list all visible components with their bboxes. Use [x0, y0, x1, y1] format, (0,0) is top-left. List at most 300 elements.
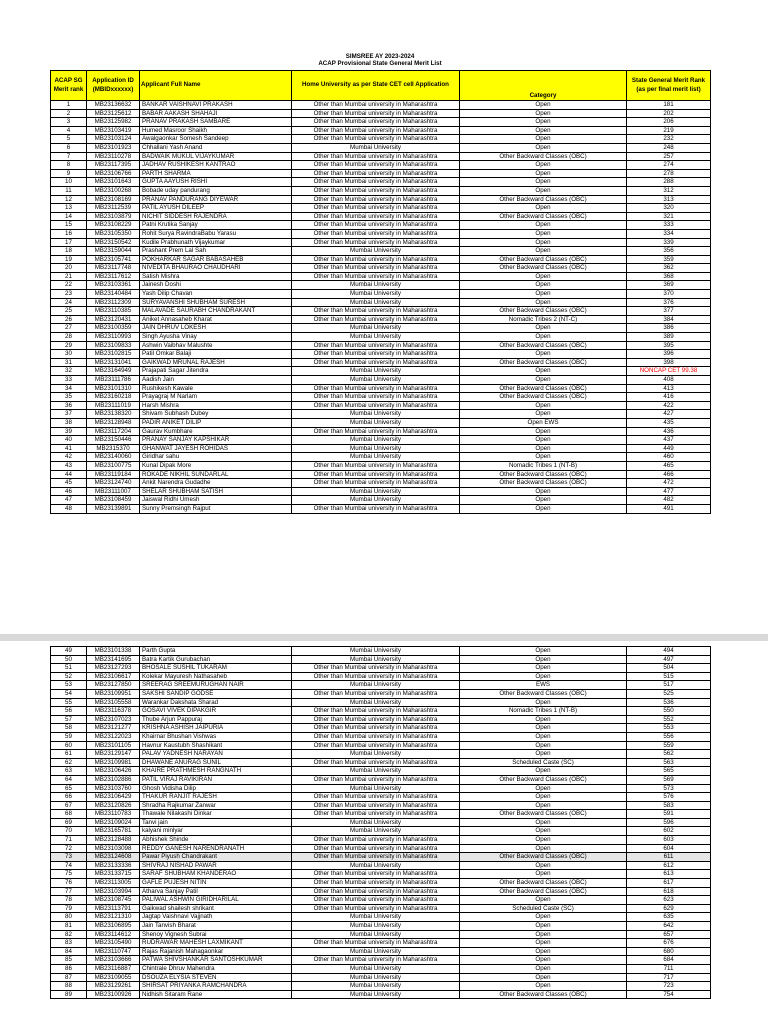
cell-applicant-name: Patil Omkar Balaji — [140, 350, 292, 359]
cell-category: Open — [460, 178, 627, 187]
cell-applicant-name: Shradha Rajkumar Zanwar — [140, 801, 292, 810]
cell-applicant-name: PRANAY SANJAY KAPSHIKAR — [140, 436, 292, 445]
cell-merit-rank: 83 — [51, 939, 87, 948]
cell-application-id: MB23109981 — [87, 758, 140, 767]
cell-home-university: Other than Mumbai university in Maharashtra — [292, 887, 460, 896]
cell-merit-rank: 79 — [51, 904, 87, 913]
cell-applicant-name: Yash Dilip Chavan — [140, 290, 292, 299]
cell-category: Open — [460, 427, 627, 436]
cell-application-id: MB23133715 — [87, 870, 140, 879]
cell-merit-rank: 76 — [51, 879, 87, 888]
cell-applicant-name: Prayagraj M Narlam — [140, 393, 292, 402]
table-row — [51, 655, 711, 664]
cell-application-id: MB23124608 — [87, 853, 140, 862]
cell-category: EWS — [460, 681, 627, 690]
cell-application-id: MB23105490 — [87, 939, 140, 948]
cell-category: Open — [460, 410, 627, 419]
cell-merit-rank: 24 — [51, 298, 87, 307]
cell-applicant-name: Ashwin Vaibhav Malushte — [140, 341, 292, 350]
cell-home-university: Other than Mumbai university in Maharashtra — [292, 393, 460, 402]
cell-state-merit-rank: 550 — [627, 707, 711, 716]
cell-state-merit-rank: 517 — [627, 681, 711, 690]
table-row — [51, 487, 711, 496]
cell-merit-rank: 61 — [51, 750, 87, 759]
cell-merit-rank: 20 — [51, 264, 87, 273]
cell-merit-rank: 9 — [51, 169, 87, 178]
cell-category: Open — [460, 376, 627, 385]
cell-merit-rank: 40 — [51, 436, 87, 445]
cell-application-id: MB23103994 — [87, 887, 140, 896]
cell-application-id: MB23105350 — [87, 229, 140, 238]
cell-home-university: Other than Mumbai university in Maharashtra — [292, 715, 460, 724]
document-page-2 — [0, 641, 768, 1024]
cell-category: Open — [460, 444, 627, 453]
table-row — [51, 870, 711, 879]
cell-merit-rank: 51 — [51, 664, 87, 673]
cell-state-merit-rank: 376 — [627, 298, 711, 307]
cell-application-id: MB23117748 — [87, 264, 140, 273]
table-row — [51, 315, 711, 324]
cell-category: Other Backward Classes (OBC) — [460, 990, 627, 999]
cell-category: Scheduled Caste (SC) — [460, 904, 627, 913]
cell-category: Open — [460, 135, 627, 144]
cell-state-merit-rank: 525 — [627, 689, 711, 698]
cell-merit-rank: 41 — [51, 444, 87, 453]
cell-merit-rank: 18 — [51, 247, 87, 256]
cell-application-id: MB23106426 — [87, 767, 140, 776]
table-row — [51, 376, 711, 385]
cell-state-merit-rank: 604 — [627, 844, 711, 853]
cell-application-id: MB23112309 — [87, 298, 140, 307]
cell-category: Open — [460, 732, 627, 741]
table-row — [51, 427, 711, 436]
cell-home-university: Other than Mumbai university in Maharashtra — [292, 341, 460, 350]
cell-merit-rank: 86 — [51, 964, 87, 973]
cell-home-university: Other than Mumbai university in Maharashtra — [292, 101, 460, 110]
cell-category: Open — [460, 238, 627, 247]
cell-home-university: Mumbai University — [292, 410, 460, 419]
cell-category: Open — [460, 672, 627, 681]
cell-category: Open — [460, 801, 627, 810]
cell-applicant-name: MALAVADE SAURABH CHANDRAKANT — [140, 307, 292, 316]
table-row — [51, 161, 711, 170]
table-row — [51, 913, 711, 922]
cell-merit-rank: 36 — [51, 401, 87, 410]
cell-application-id: MB23107023 — [87, 715, 140, 724]
cell-category: Nomadic Tribes 1 (NT-B) — [460, 707, 627, 716]
cell-applicant-name: PRANAV PRAKASH SAMBARE — [140, 118, 292, 127]
cell-category: Open — [460, 947, 627, 956]
cell-application-id: MB23116887 — [87, 964, 140, 973]
cell-state-merit-rank: 460 — [627, 453, 711, 462]
cell-category: Open — [460, 767, 627, 776]
cell-merit-rank: 39 — [51, 427, 87, 436]
cell-merit-rank: 4 — [51, 126, 87, 135]
cell-applicant-name: Warankar Dakshata Sharad — [140, 698, 292, 707]
cell-applicant-name: Thawale Nilakashi Dinkar — [140, 810, 292, 819]
cell-merit-rank: 87 — [51, 973, 87, 982]
cell-category: Open — [460, 698, 627, 707]
cell-state-merit-rank: 398 — [627, 358, 711, 367]
cell-applicant-name: Jagtap Vaishnavi Vajjnath — [140, 913, 292, 922]
cell-state-merit-rank: 472 — [627, 479, 711, 488]
cell-application-id: MB23103419 — [87, 126, 140, 135]
cell-applicant-name: Kudile Prabhunath Vijaykumar — [140, 238, 292, 247]
cell-home-university: Mumbai University — [292, 444, 460, 453]
cell-home-university: Mumbai University — [292, 990, 460, 999]
cell-state-merit-rank: 491 — [627, 504, 711, 513]
cell-state-merit-rank: 320 — [627, 204, 711, 213]
cell-state-merit-rank: 422 — [627, 401, 711, 410]
table-row — [51, 887, 711, 896]
cell-application-id: MB23108459 — [87, 496, 140, 505]
cell-category: Other Backward Classes (OBC) — [460, 775, 627, 784]
table-row — [51, 367, 711, 376]
cell-application-id: MB23120826 — [87, 801, 140, 810]
cell-applicant-name: PATWA SHIVSHANKAR SANTOSHKUMAR — [140, 956, 292, 965]
cell-category: Other Backward Classes (OBC) — [460, 689, 627, 698]
cell-application-id: MB23103879 — [87, 212, 140, 221]
cell-applicant-name: GUPTA AAYUSH RISHI — [140, 178, 292, 187]
merit-list-body-2 — [51, 647, 711, 999]
cell-merit-rank: 58 — [51, 724, 87, 733]
cell-state-merit-rank: 552 — [627, 715, 711, 724]
cell-home-university: Other than Mumbai university in Maharashtra — [292, 844, 460, 853]
table-row — [51, 444, 711, 453]
cell-home-university: Other than Mumbai university in Maharashtra — [292, 741, 460, 750]
cell-state-merit-rank: 370 — [627, 290, 711, 299]
cell-applicant-name: Pawar Piyush Chandrakant — [140, 853, 292, 862]
cell-state-merit-rank: 711 — [627, 964, 711, 973]
cell-category: Other Backward Classes (OBC) — [460, 358, 627, 367]
table-row — [51, 664, 711, 673]
cell-application-id: MB23103666 — [87, 956, 140, 965]
cell-home-university: Mumbai University — [292, 453, 460, 462]
cell-home-university: Other than Mumbai university in Maharashtra — [292, 793, 460, 802]
cell-applicant-name: BABAR AAKASH SHAHAJI — [140, 109, 292, 118]
cell-home-university: Other than Mumbai university in Maharashtra — [292, 221, 460, 230]
cell-state-merit-rank: 629 — [627, 904, 711, 913]
table-row — [51, 461, 711, 470]
header-state-merit-rank: State General Merit Rank (as per final merit list) — [627, 71, 711, 101]
cell-state-merit-rank: 395 — [627, 341, 711, 350]
cell-application-id: MB23103760 — [87, 784, 140, 793]
cell-category: Open — [460, 204, 627, 213]
cell-applicant-name: Jainesh Doshi — [140, 281, 292, 290]
cell-state-merit-rank: 339 — [627, 238, 711, 247]
cell-application-id: MB23106895 — [87, 922, 140, 931]
cell-applicant-name: Tanvi jain — [140, 818, 292, 827]
cell-category: Other Backward Classes (OBC) — [460, 152, 627, 161]
cell-home-university: Other than Mumbai university in Maharashtra — [292, 724, 460, 733]
cell-state-merit-rank: 553 — [627, 724, 711, 733]
table-row — [51, 436, 711, 445]
table-row — [51, 109, 711, 118]
cell-application-id: MB23109951 — [87, 689, 140, 698]
cell-merit-rank: 46 — [51, 487, 87, 496]
header-application-id: Application ID (MBIDxxxxxx) — [87, 71, 140, 101]
cell-application-id: MB23110278 — [87, 152, 140, 161]
cell-category: Other Backward Classes (OBC) — [460, 384, 627, 393]
header-applicant-name: Applicant Full Name — [140, 71, 292, 101]
cell-applicant-name: Harsh Mishra — [140, 401, 292, 410]
cell-home-university: Other than Mumbai university in Maharashtra — [292, 264, 460, 273]
cell-applicant-name: Rohit Surya RavindraBabu Yarasu — [140, 229, 292, 238]
cell-applicant-name: KRISHNA ASHISH JAIPURIA — [140, 724, 292, 733]
cell-state-merit-rank: 408 — [627, 376, 711, 385]
table-row — [51, 732, 711, 741]
cell-merit-rank: 5 — [51, 135, 87, 144]
table-row — [51, 724, 711, 733]
cell-category: Open — [460, 161, 627, 170]
cell-applicant-name: Gaikwad shailesh shrikant — [140, 904, 292, 913]
cell-category: Open — [460, 436, 627, 445]
cell-category: Open — [460, 504, 627, 513]
table-row — [51, 853, 711, 862]
cell-home-university: Mumbai University — [292, 982, 460, 991]
cell-application-id: MB23165781 — [87, 827, 140, 836]
table-row — [51, 307, 711, 316]
cell-merit-rank: 29 — [51, 341, 87, 350]
cell-state-merit-rank: 536 — [627, 698, 711, 707]
cell-merit-rank: 10 — [51, 178, 87, 187]
cell-merit-rank: 23 — [51, 290, 87, 299]
cell-category: Open — [460, 333, 627, 342]
cell-application-id: MB23101923 — [87, 143, 140, 152]
cell-application-id: MB23159044 — [87, 247, 140, 256]
cell-merit-rank: 3 — [51, 118, 87, 127]
table-row — [51, 896, 711, 905]
cell-applicant-name: DSOUZA ELYSIA STEVEN — [140, 973, 292, 982]
table-row — [51, 990, 711, 999]
cell-applicant-name: Atharva Sanjay Patil — [140, 887, 292, 896]
cell-home-university: Other than Mumbai university in Maharashtra — [292, 118, 460, 127]
table-row — [51, 956, 711, 965]
cell-application-id: MB23164949 — [87, 367, 140, 376]
cell-application-id: MB23109055 — [87, 973, 140, 982]
cell-state-merit-rank: 386 — [627, 324, 711, 333]
table-row — [51, 204, 711, 213]
cell-home-university: Other than Mumbai university in Maharashtra — [292, 350, 460, 359]
cell-merit-rank: 32 — [51, 367, 87, 376]
cell-home-university: Other than Mumbai university in Maharashtra — [292, 879, 460, 888]
cell-merit-rank: 78 — [51, 896, 87, 905]
cell-application-id: MB23100926 — [87, 990, 140, 999]
cell-application-id: MB23121277 — [87, 724, 140, 733]
cell-application-id: MB23102815 — [87, 350, 140, 359]
cell-applicant-name: RUDRAWAR MAHESH LAXMIKANT — [140, 939, 292, 948]
cell-applicant-name: SHIRSAT PRIYANKA RAMCHANDRA — [140, 982, 292, 991]
cell-home-university: Other than Mumbai university in Maharashtra — [292, 504, 460, 513]
cell-application-id: MB23108169 — [87, 195, 140, 204]
cell-home-university: Other than Mumbai university in Maharashtra — [292, 707, 460, 716]
cell-home-university: Mumbai University — [292, 298, 460, 307]
cell-state-merit-rank: 312 — [627, 186, 711, 195]
cell-merit-rank: 49 — [51, 647, 87, 656]
cell-home-university: Mumbai University — [292, 436, 460, 445]
cell-state-merit-rank: 602 — [627, 827, 711, 836]
cell-applicant-name: Thube Arjun Pappuraj — [140, 715, 292, 724]
cell-applicant-name: BHOSALE SUSHIL TUKARAM — [140, 664, 292, 673]
cell-category: Open — [460, 487, 627, 496]
cell-state-merit-rank: 576 — [627, 793, 711, 802]
cell-category: Other Backward Classes (OBC) — [460, 479, 627, 488]
cell-merit-rank: 33 — [51, 376, 87, 385]
table-row — [51, 801, 711, 810]
cell-state-merit-rank: 465 — [627, 461, 711, 470]
cell-application-id: MB23129147 — [87, 750, 140, 759]
table-row — [51, 707, 711, 716]
cell-home-university: Other than Mumbai university in Maharashtra — [292, 732, 460, 741]
cell-applicant-name: Gaurav Kumbhare — [140, 427, 292, 436]
cell-home-university: Other than Mumbai university in Maharashtra — [292, 169, 460, 178]
cell-state-merit-rank: 612 — [627, 861, 711, 870]
cell-home-university: Other than Mumbai university in Maharashtra — [292, 384, 460, 393]
cell-home-university: Mumbai University — [292, 496, 460, 505]
cell-home-university: Other than Mumbai university in Maharashtra — [292, 135, 460, 144]
cell-category: Open — [460, 143, 627, 152]
cell-home-university: Other than Mumbai university in Maharashtra — [292, 939, 460, 948]
table-row — [51, 715, 711, 724]
table-row — [51, 698, 711, 707]
cell-application-id: MB23121310 — [87, 913, 140, 922]
cell-applicant-name: Jaiswal Ridhi Umesh — [140, 496, 292, 505]
cell-home-university: Mumbai University — [292, 681, 460, 690]
cell-application-id: MB23105741 — [87, 255, 140, 264]
cell-application-id: MB23114612 — [87, 930, 140, 939]
table-row — [51, 221, 711, 230]
cell-merit-rank: 48 — [51, 504, 87, 513]
cell-home-university: Other than Mumbai university in Maharashtra — [292, 461, 460, 470]
cell-home-university: Other than Mumbai university in Maharashtra — [292, 195, 460, 204]
cell-category: Open — [460, 281, 627, 290]
cell-merit-rank: 55 — [51, 698, 87, 707]
cell-home-university: Other than Mumbai university in Maharashtra — [292, 672, 460, 681]
table-row — [51, 186, 711, 195]
cell-merit-rank: 71 — [51, 836, 87, 845]
cell-merit-rank: 1 — [51, 101, 87, 110]
cell-application-id: MB23108745 — [87, 896, 140, 905]
table-row — [51, 255, 711, 264]
cell-state-merit-rank: 676 — [627, 939, 711, 948]
cell-applicant-name: PARTH SHARMA — [140, 169, 292, 178]
table-row — [51, 118, 711, 127]
merit-list-table-1 — [50, 70, 711, 514]
cell-home-university: Mumbai University — [292, 324, 460, 333]
cell-application-id: MB23110385 — [87, 307, 140, 316]
cell-applicant-name: PRANAV PANDURANG DIYEWAR — [140, 195, 292, 204]
cell-merit-rank: 44 — [51, 470, 87, 479]
cell-application-id: MB23103361 — [87, 281, 140, 290]
cell-application-id: MB23101310 — [87, 384, 140, 393]
cell-home-university: Mumbai University — [292, 376, 460, 385]
table-row — [51, 922, 711, 931]
cell-category: Open — [460, 655, 627, 664]
cell-category: Open — [460, 896, 627, 905]
cell-state-merit-rank: 723 — [627, 982, 711, 991]
cell-home-university: Other than Mumbai university in Maharashtra — [292, 810, 460, 819]
cell-home-university: Mumbai University — [292, 913, 460, 922]
cell-category: Other Backward Classes (OBC) — [460, 810, 627, 819]
cell-merit-rank: 66 — [51, 793, 87, 802]
cell-merit-rank: 43 — [51, 461, 87, 470]
cell-application-id: MB23122023 — [87, 732, 140, 741]
cell-merit-rank: 25 — [51, 307, 87, 316]
cell-merit-rank: 2 — [51, 109, 87, 118]
cell-applicant-name: Kunal Dipak More — [140, 461, 292, 470]
cell-application-id: MB23111786 — [87, 376, 140, 385]
merit-list-table-2 — [50, 646, 711, 999]
cell-home-university: Mumbai University — [292, 930, 460, 939]
table-row — [51, 836, 711, 845]
cell-state-merit-rank: 413 — [627, 384, 711, 393]
cell-home-university: Other than Mumbai university in Maharashtra — [292, 178, 460, 187]
cell-application-id: MB23100775 — [87, 461, 140, 470]
cell-application-id: MB23127850 — [87, 681, 140, 690]
table-row — [51, 750, 711, 759]
cell-category: Open — [460, 827, 627, 836]
cell-application-id: MB23106766 — [87, 169, 140, 178]
table-row — [51, 479, 711, 488]
cell-application-id: MB23119184 — [87, 470, 140, 479]
cell-applicant-name: Satish Mishra — [140, 272, 292, 281]
cell-merit-rank: 63 — [51, 767, 87, 776]
cell-home-university: Mumbai University — [292, 333, 460, 342]
cell-merit-rank: 60 — [51, 741, 87, 750]
cell-home-university: Mumbai University — [292, 784, 460, 793]
cell-state-merit-rank: 563 — [627, 758, 711, 767]
cell-merit-rank: 19 — [51, 255, 87, 264]
cell-applicant-name: POKHARKAR SAGAR BABASAHEB — [140, 255, 292, 264]
table-row — [51, 238, 711, 247]
cell-category: Open EWS — [460, 418, 627, 427]
table-row — [51, 418, 711, 427]
cell-state-merit-rank: 504 — [627, 664, 711, 673]
cell-applicant-name: GAFLE PUJESH NITIN — [140, 879, 292, 888]
table-row — [51, 784, 711, 793]
cell-merit-rank: 17 — [51, 238, 87, 247]
cell-state-merit-rank: 556 — [627, 732, 711, 741]
cell-applicant-name: NIVEDITA BHAURAO CHAUDHARI — [140, 264, 292, 273]
cell-application-id: MB23131041 — [87, 358, 140, 367]
cell-category: Open — [460, 913, 627, 922]
cell-category: Open — [460, 724, 627, 733]
cell-applicant-name: Ankit Narendra Gudadhe — [140, 479, 292, 488]
cell-home-university: Other than Mumbai university in Maharashtra — [292, 229, 460, 238]
table-row — [51, 195, 711, 204]
cell-application-id: MB23140060 — [87, 453, 140, 462]
cell-state-merit-rank: 288 — [627, 178, 711, 187]
cell-home-university: Other than Mumbai university in Maharashtra — [292, 307, 460, 316]
cell-merit-rank: 84 — [51, 947, 87, 956]
cell-applicant-name: JAIN DHRUV LOKESH — [140, 324, 292, 333]
cell-application-id: MB23111007 — [87, 487, 140, 496]
cell-category: Other Backward Classes (OBC) — [460, 879, 627, 888]
cell-application-id: MB23141695 — [87, 655, 140, 664]
table-row — [51, 453, 711, 462]
cell-category: Open — [460, 247, 627, 256]
cell-category: Scheduled Caste (SC) — [460, 758, 627, 767]
cell-state-merit-rank: 569 — [627, 775, 711, 784]
table-row — [51, 964, 711, 973]
cell-merit-rank: 70 — [51, 827, 87, 836]
cell-applicant-name: Abhishek Shinde — [140, 836, 292, 845]
cell-home-university: Other than Mumbai university in Maharashtra — [292, 186, 460, 195]
cell-merit-rank: 6 — [51, 143, 87, 152]
cell-applicant-name: BANKAR VAISHNAVI PRAKASH — [140, 101, 292, 110]
cell-state-merit-rank: 389 — [627, 333, 711, 342]
cell-category: Open — [460, 973, 627, 982]
